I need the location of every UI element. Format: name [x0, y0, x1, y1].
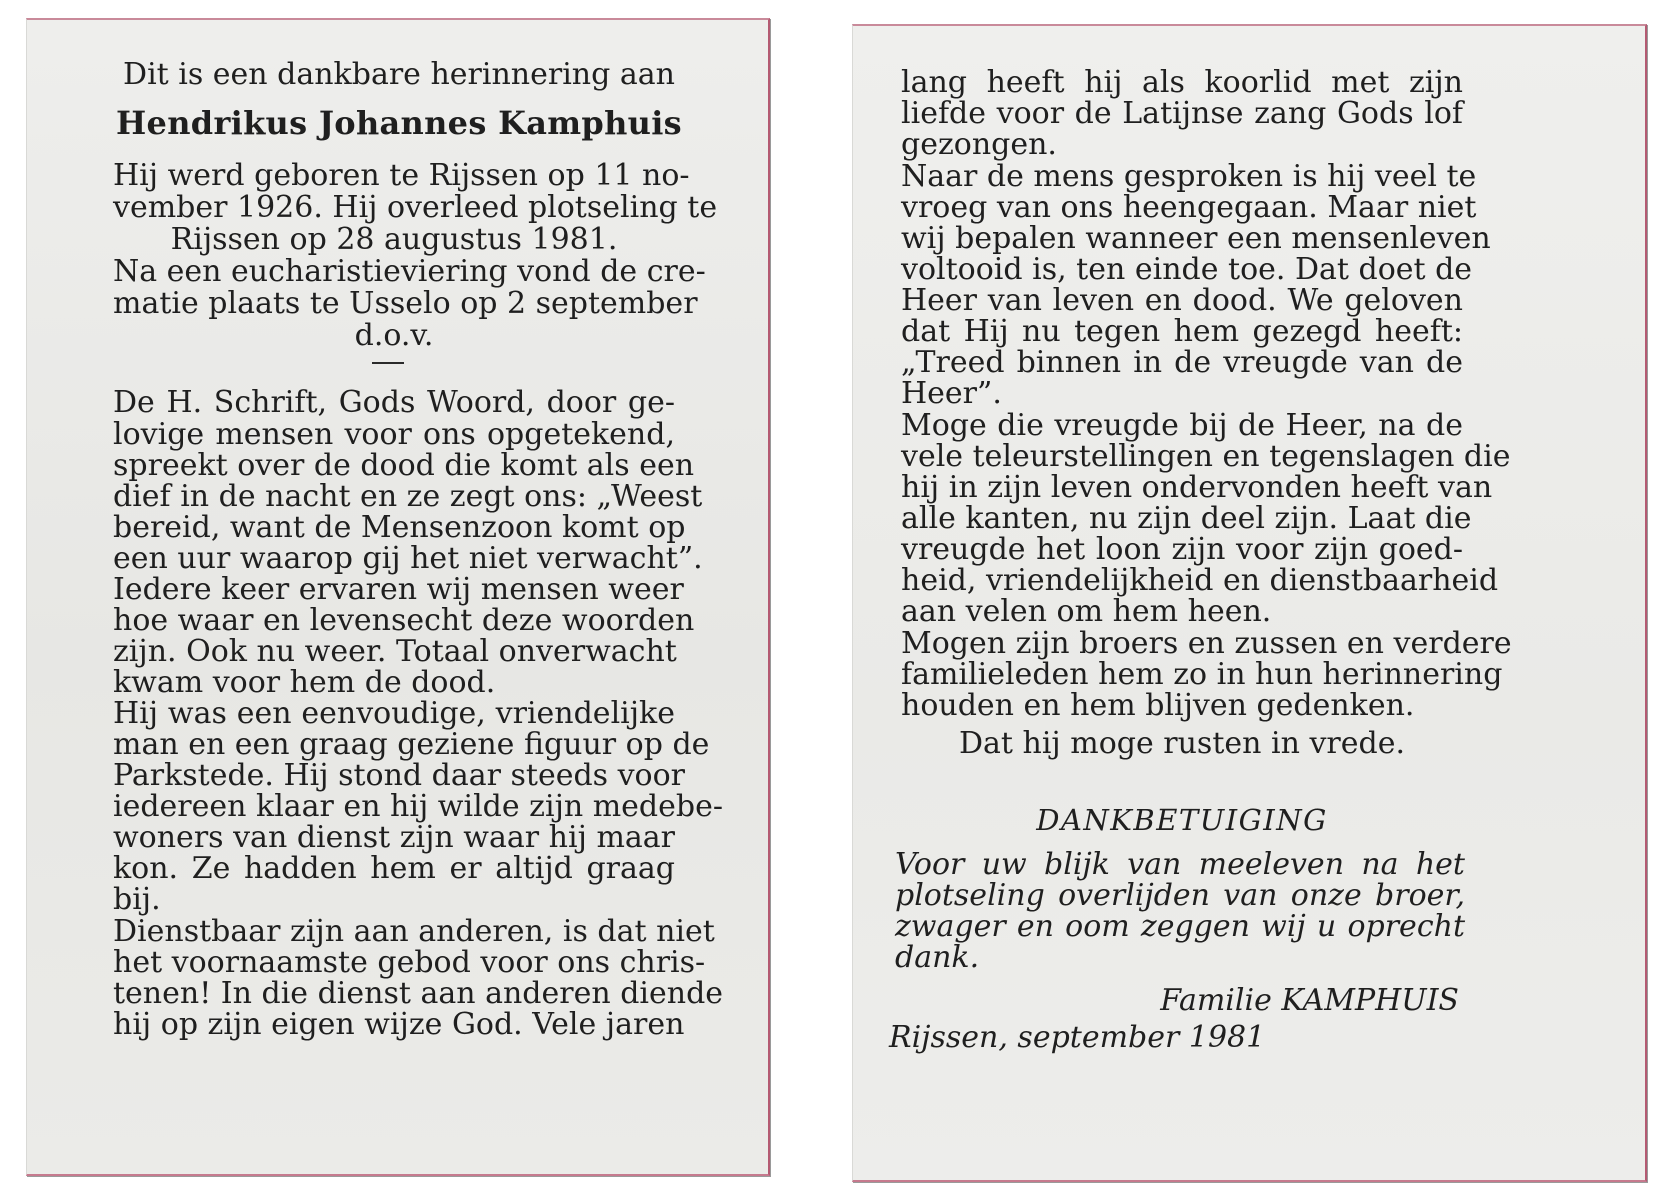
text-line: Rijssen op 28 augustus 1981. — [170, 222, 618, 257]
text-line: heid, vriendelijkheid en dienstbaarheid — [901, 563, 1499, 598]
text-line: vreugde het loon zijn voor zijn goed- — [901, 532, 1463, 567]
intro-line: Dit is een dankbare herinnering aan — [123, 57, 675, 92]
text-line: vele teleurstellingen en tegenslagen die — [901, 439, 1511, 474]
text-line: vroeg van ons heengegaan. Maar niet — [901, 190, 1477, 225]
text-line: „Treed binnen in de vreugde van de — [901, 345, 1463, 380]
family-signature: Familie KAMPHUIS — [1160, 983, 1459, 1018]
text-line: hij op zijn eigen wijze God. Vele jaren — [113, 1007, 685, 1042]
text-line: liefde voor de Latijnse zang Gods lof — [901, 96, 1463, 131]
thanks-line: Voor uw blijk van meeleven na het — [895, 847, 1465, 882]
text-line: bereid, want de Mensenzoon komt op — [113, 510, 686, 545]
text-line: dief in de nacht en ze zegt ons: „Weest — [113, 479, 703, 514]
text-line: Heer”. — [901, 376, 1002, 411]
text-line: vember 1926. Hij overleed plotseling te — [113, 190, 718, 225]
closing-line: Dat hij moge rusten in vrede. — [958, 726, 1405, 761]
thanks-line: zwager en oom zeggen wij u oprecht — [895, 909, 1465, 944]
memorial-card-left — [26, 18, 770, 1176]
text-line: familieleden hem zo in hun herinnering — [901, 657, 1503, 692]
text-line: Na een eucharistieviering vond de cre- — [113, 254, 706, 289]
text-line: Mogen zijn broers en zussen en verdere — [901, 626, 1512, 661]
thanks-heading: DANKBETUIGING — [1036, 803, 1328, 837]
text-line: woners van dienst zijn waar hij maar — [113, 820, 675, 855]
memorial-card-right — [852, 24, 1647, 1182]
text-line: aan velen om hem heen. — [901, 594, 1272, 629]
text-line: spreekt over de dood die komt als een — [113, 448, 695, 483]
deceased-name: Hendrikus Johannes Kamphuis — [116, 104, 682, 142]
text-line: man en een graag geziene figuur op de — [113, 727, 710, 762]
text-line: Parkstede. Hij stond daar steeds voor — [113, 758, 686, 793]
text-line: het voornaamste gebod voor ons chris- — [113, 945, 706, 980]
text-line: gezongen. — [901, 127, 1057, 162]
text-line: d.o.v. — [354, 318, 434, 353]
thanks-line: plotseling overlijden van onze broer, — [895, 878, 1465, 913]
text-line: Dienstbaar zijn aan anderen, is dat niet — [113, 914, 715, 949]
text-line: kon. Ze hadden hem er altijd graag — [113, 851, 675, 886]
text-line: iedereen klaar en hij wilde zijn medebe- — [113, 789, 723, 824]
text-line: Hij werd geboren te Rijssen op 11 no- — [113, 158, 690, 193]
text-line: een uur waarop gij het niet verwacht”. — [113, 541, 703, 576]
text-line: De H. Schrift, Gods Woord, door ge- — [113, 385, 675, 420]
text-line: Naar de mens gesproken is hij veel te — [901, 159, 1477, 194]
text-line: alle kanten, nu zijn deel zijn. Laat die — [901, 501, 1472, 536]
text-line: hoe waar en levensecht deze woorden — [113, 603, 695, 638]
text-line: bij. — [113, 882, 161, 917]
text-line: hij in zijn leven ondervonden heeft van — [901, 470, 1493, 505]
text-line: zijn. Ook nu weer. Totaal onverwacht — [113, 634, 677, 669]
text-line: voltooid is, ten einde toe. Dat doet de — [901, 252, 1473, 287]
text-line: dat Hij nu tegen hem gezegd heeft: — [901, 314, 1463, 349]
text-line: lang heeft hij als koorlid met zijn — [901, 65, 1463, 100]
text-line: Hij was een eenvoudige, vriendelijke — [113, 696, 675, 731]
text-line: Moge die vreugde bij de Heer, na de — [901, 408, 1463, 443]
text-line: Heer van leven en dood. We geloven — [901, 283, 1463, 318]
text-line: Iedere keer ervaren wij mensen weer — [113, 572, 684, 607]
text-line: wij bepalen wanneer een mensenleven — [901, 221, 1491, 256]
text-line: lovige mensen voor ons opgetekend, — [113, 417, 675, 452]
text-line: matie plaats te Usselo op 2 september — [113, 286, 698, 321]
section-divider — [372, 362, 404, 364]
text-line: kwam voor hem de dood. — [113, 665, 496, 700]
text-line: houden en hem blijven gedenken. — [901, 688, 1415, 723]
text-line: tenen! In die dienst aan anderen diende — [113, 976, 724, 1011]
thanks-line: dank. — [895, 940, 980, 975]
place-date: Rijssen, september 1981 — [889, 1020, 1266, 1055]
